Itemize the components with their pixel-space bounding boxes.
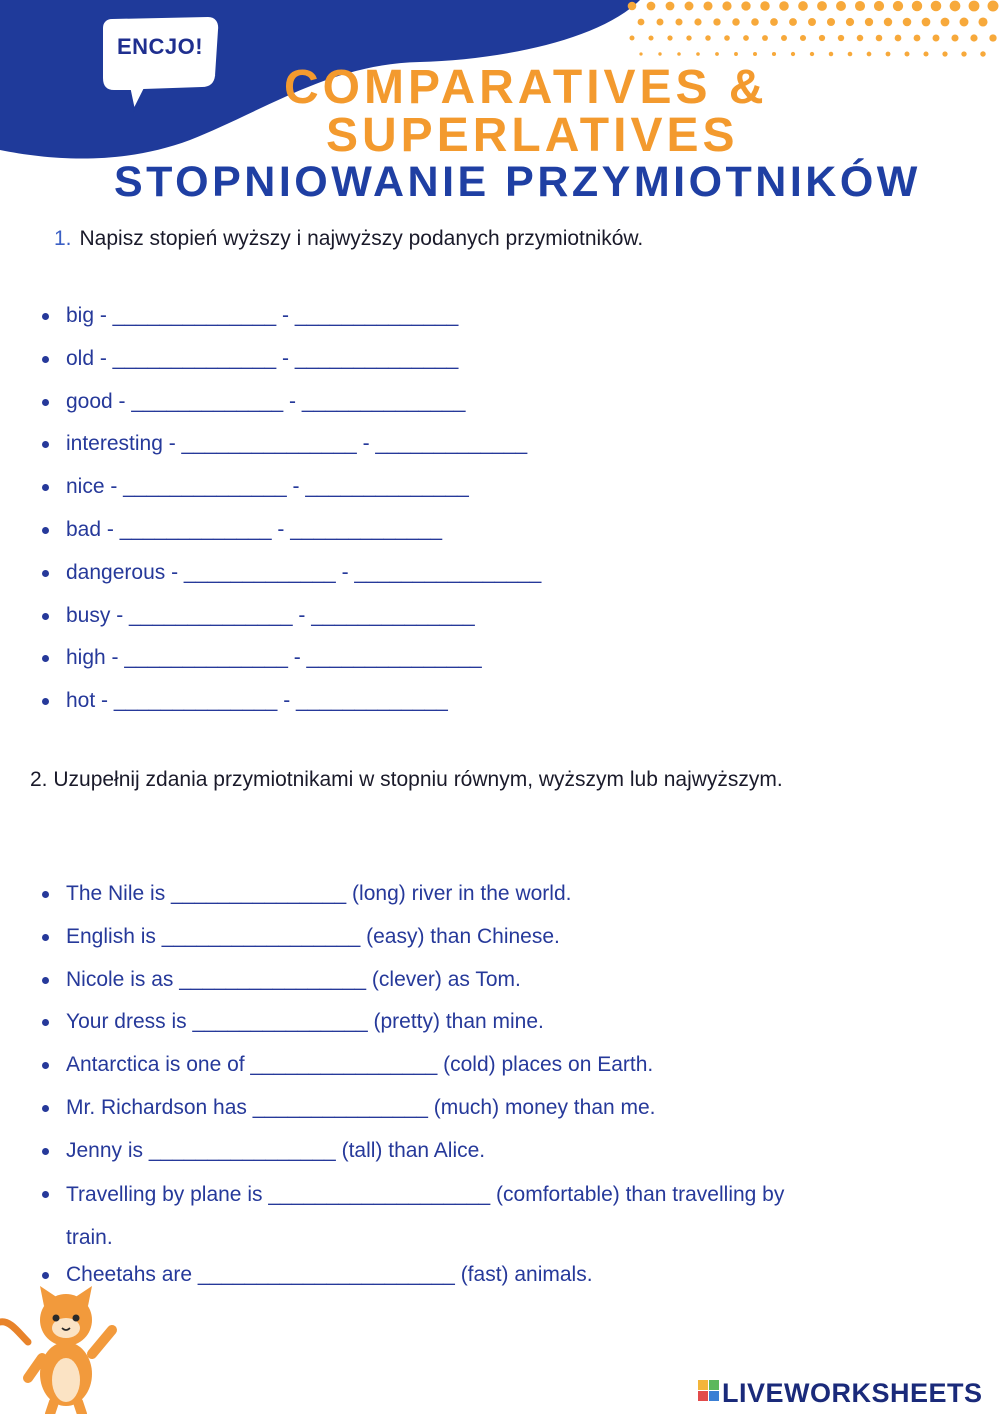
- orange-dot: [922, 18, 931, 27]
- orange-dot: [914, 35, 921, 42]
- orange-dot: [722, 1, 731, 10]
- orange-dot: [705, 35, 711, 41]
- orange-dot: [715, 52, 719, 56]
- orange-dot: [791, 52, 795, 56]
- orange-dot: [800, 35, 806, 41]
- orange-dot: [694, 18, 701, 25]
- orange-dot: [905, 52, 910, 57]
- orange-dot: [751, 18, 759, 26]
- orange-dot: [686, 35, 691, 40]
- exercise1-item[interactable]: nice - ______________ - ______________: [42, 471, 541, 514]
- exercise1-list: [42, 300, 541, 728]
- orange-dot: [933, 35, 940, 42]
- exercise2-item[interactable]: Travelling by plane is ___________________ (comfortable) than travelling by train.: [42, 1173, 822, 1259]
- orange-dot: [696, 52, 700, 56]
- orange-dot: [658, 52, 661, 55]
- orange-dot: [950, 1, 961, 12]
- orange-dot: [829, 52, 834, 57]
- orange-dot: [980, 51, 985, 56]
- exercise1-item[interactable]: old - ______________ - ______________: [42, 343, 541, 386]
- orange-dot: [817, 1, 827, 11]
- liveworksheets-watermark: [696, 1378, 983, 1409]
- orange-dot: [884, 18, 892, 26]
- exercise1-item[interactable]: hot - ______________ - _____________: [42, 685, 541, 728]
- exercise1-item[interactable]: big - ______________ - ______________: [42, 300, 541, 343]
- orange-dot: [923, 51, 928, 56]
- orange-dot: [741, 1, 750, 10]
- orange-dot: [978, 17, 987, 26]
- cat-illustration-icon: [0, 1282, 130, 1414]
- orange-dot: [846, 18, 854, 26]
- orange-dot: [941, 18, 950, 27]
- orange-dot: [886, 52, 891, 57]
- watermark-text: LIVEWORKSHEETS: [722, 1378, 983, 1408]
- exercise1-item[interactable]: high - ______________ - _______________: [42, 642, 541, 685]
- orange-dot: [827, 18, 835, 26]
- orange-dot: [960, 18, 969, 27]
- orange-dot: [734, 52, 738, 56]
- exercise2-list: [42, 878, 822, 1301]
- orange-dot: [713, 18, 720, 25]
- orange-dot: [789, 18, 797, 26]
- orange-dot: [836, 1, 846, 11]
- encjo-logo: [98, 14, 222, 114]
- orange-dot: [838, 35, 844, 41]
- orange-dot: [798, 1, 808, 11]
- orange-dot: [628, 2, 637, 11]
- exercise2-item[interactable]: Cheetahs are ______________________ (fast) animals.: [42, 1259, 822, 1291]
- orange-dot: [666, 2, 675, 11]
- orange-dot: [779, 1, 789, 11]
- exercise2-instruction: 2. Uzupełnij zdania przymiotnikami w stopniu równym, wyższym lub najwyższym.: [30, 768, 783, 791]
- exercise2-item[interactable]: Mr. Richardson has _______________ (much) money than me.: [42, 1092, 822, 1124]
- orange-dot: [942, 51, 947, 56]
- orange-dot: [772, 52, 776, 56]
- orange-dot: [857, 35, 863, 41]
- exercise1-number: 1.: [54, 227, 72, 250]
- orange-dot: [703, 1, 712, 10]
- orange-dot: [732, 18, 739, 25]
- page-title-line2: SUPERLATIVES: [326, 109, 739, 162]
- exercise1-item[interactable]: good - _____________ - ______________: [42, 386, 541, 429]
- exercise2-item[interactable]: Nicole is as ________________ (clever) as Tom.: [42, 964, 822, 996]
- orange-dot: [647, 2, 656, 11]
- orange-dot: [989, 34, 996, 41]
- orange-dot: [675, 18, 682, 25]
- orange-dot: [895, 35, 902, 42]
- exercise2-item[interactable]: The Nile is _______________ (long) river in the world.: [42, 878, 822, 910]
- orange-dot: [961, 51, 966, 56]
- orange-dot: [810, 52, 814, 56]
- orange-dot: [677, 52, 681, 56]
- orange-dot: [753, 52, 757, 56]
- exercise1-instruction: [54, 227, 643, 251]
- orange-dot: [630, 36, 635, 41]
- orange-dot: [724, 35, 730, 41]
- exercise2-item[interactable]: Your dress is _______________ (pretty) than mine.: [42, 1006, 822, 1038]
- orange-dot: [951, 34, 958, 41]
- orange-dot: [855, 1, 865, 11]
- exercise2-item[interactable]: Antarctica is one of ________________ (cold) places on Earth.: [42, 1049, 822, 1081]
- exercise1-item[interactable]: busy - ______________ - ______________: [42, 600, 541, 643]
- orange-dot: [760, 1, 769, 10]
- orange-dot: [770, 18, 778, 26]
- orange-dot: [848, 52, 853, 57]
- orange-dot-pattern: [628, 1, 999, 57]
- page-title-line1: COMPARATIVES &: [284, 61, 768, 114]
- orange-dot: [781, 35, 787, 41]
- orange-dot: [931, 1, 942, 12]
- orange-dot: [819, 35, 825, 41]
- exercise2-item[interactable]: Jenny is ________________ (tall) than Alice.: [42, 1135, 822, 1167]
- orange-dot: [867, 52, 872, 57]
- logo-text: ENCJO!: [116, 34, 204, 59]
- orange-dot: [876, 35, 883, 42]
- orange-dot: [762, 35, 768, 41]
- exercise1-instruction-text: Napisz stopień wyższy i najwyższy podanych przymiotników.: [79, 227, 644, 250]
- orange-dot: [808, 18, 816, 26]
- orange-dot: [648, 35, 653, 40]
- exercise1-item[interactable]: interesting - _______________ - _____________: [42, 428, 541, 471]
- orange-dot: [743, 35, 749, 41]
- orange-dot: [685, 2, 694, 11]
- orange-dot: [893, 1, 903, 11]
- orange-dot: [865, 18, 873, 26]
- orange-dot: [657, 19, 664, 26]
- exercise2-item[interactable]: English is _________________ (easy) than Chinese.: [42, 921, 822, 953]
- orange-dot: [970, 34, 977, 41]
- page-subtitle: STOPNIOWANIE PRZYMIOTNIKÓW: [114, 158, 921, 206]
- orange-dot: [988, 1, 999, 12]
- orange-dot: [912, 1, 922, 11]
- exercise1-item[interactable]: bad - _____________ - _____________: [42, 514, 541, 557]
- orange-dot: [874, 1, 884, 11]
- orange-dot: [639, 52, 642, 55]
- orange-dot: [667, 35, 672, 40]
- exercise1-item[interactable]: dangerous - _____________ - ________________: [42, 557, 541, 600]
- orange-dot: [903, 18, 912, 27]
- orange-dot: [638, 19, 645, 26]
- orange-dot: [969, 1, 980, 12]
